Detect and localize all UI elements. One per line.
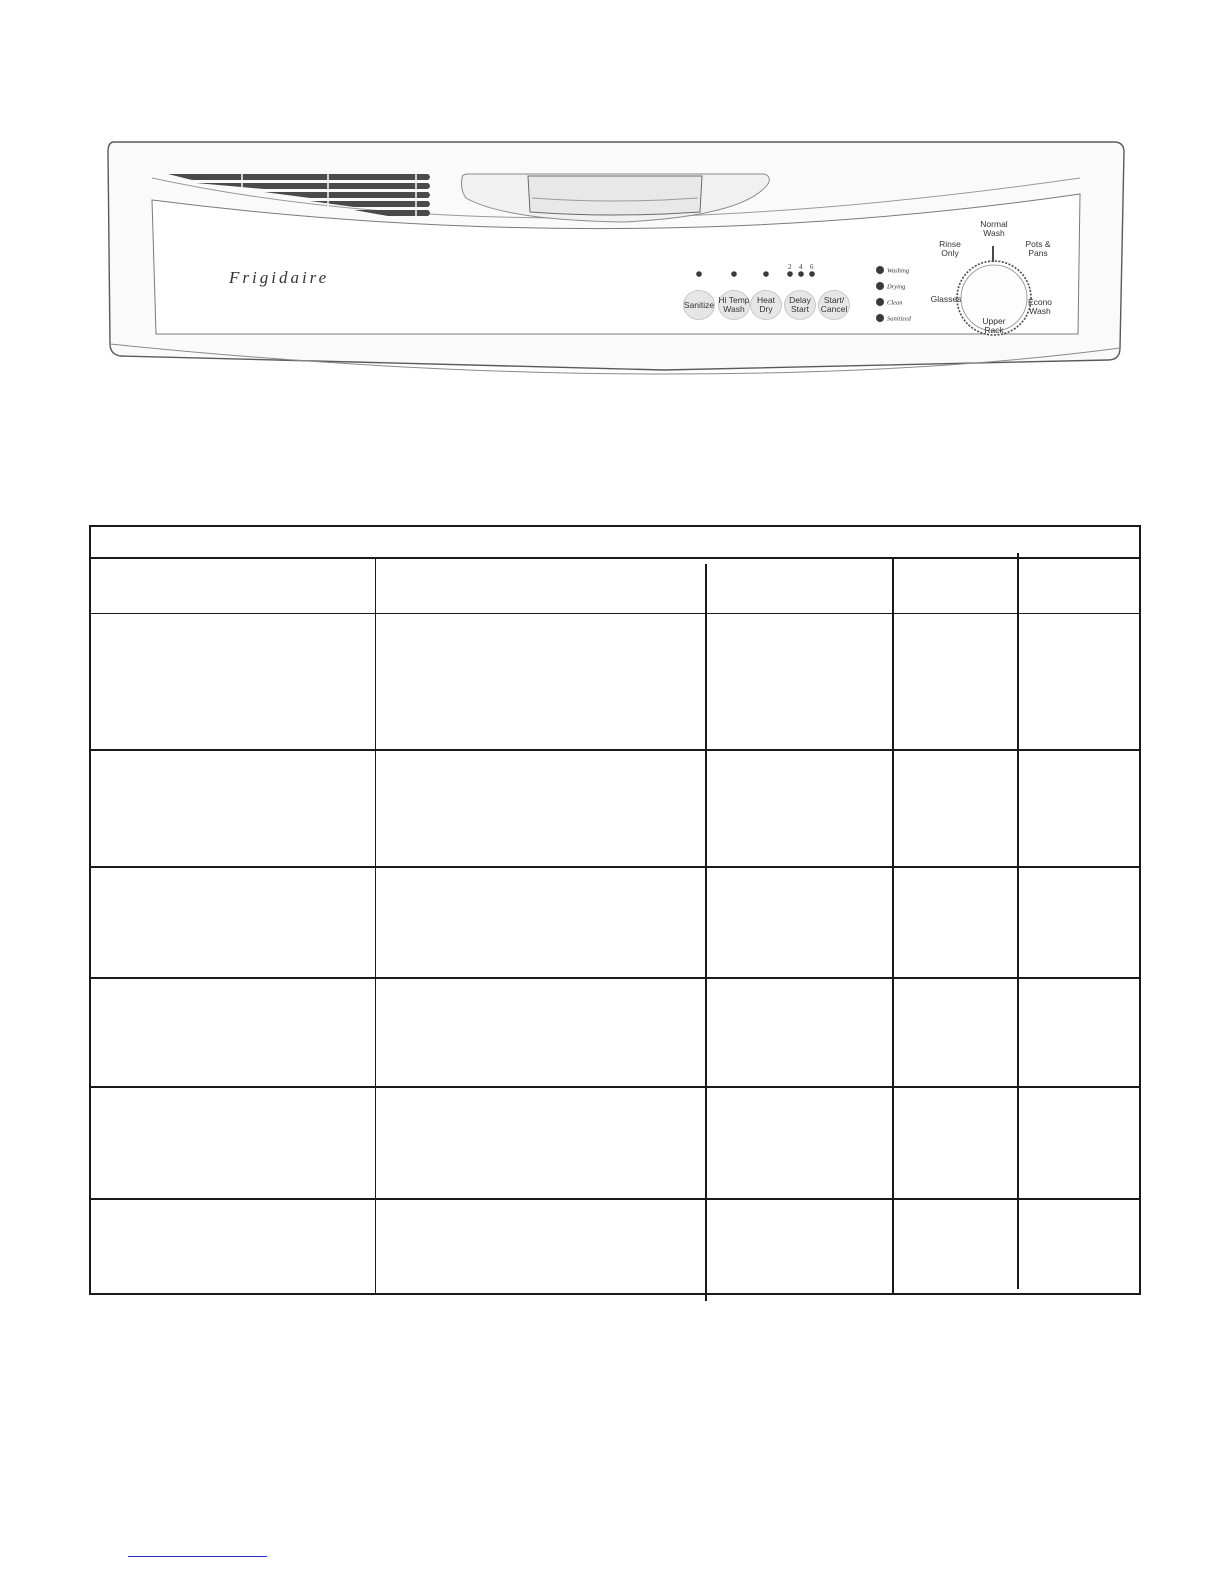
dial-option-rinse-only[interactable] [939, 239, 961, 258]
svg-text:Heat: Heat [757, 295, 775, 305]
svg-text:Wash: Wash [723, 304, 745, 314]
svg-text:Normal: Normal [980, 219, 1008, 229]
button-start[interactable] [819, 291, 850, 320]
svg-text:Wash: Wash [983, 228, 1005, 238]
svg-text:Rinse: Rinse [939, 239, 961, 249]
svg-text:Only: Only [941, 248, 959, 258]
status-light-sanitized [876, 314, 912, 323]
table-row-divider [91, 1086, 1139, 1088]
table-header-divider [91, 613, 1139, 614]
svg-text:Start/: Start/ [823, 295, 845, 305]
delay-2-hour-label: 2 [788, 263, 792, 271]
brand-logo: Frigidaire [229, 268, 330, 287]
dial-option-pots-pans[interactable] [1025, 239, 1050, 258]
status-light-clean [876, 298, 903, 307]
table-column-divider [705, 564, 707, 1301]
control-panel-illustration [104, 138, 1126, 376]
table-title-divider [91, 557, 1139, 559]
svg-text:Delay: Delay [789, 295, 811, 305]
svg-text:Rack: Rack [984, 325, 1004, 335]
footer-link-underline[interactable] [128, 1556, 267, 1557]
svg-text:Pans: Pans [1028, 248, 1048, 258]
svg-text:Upper: Upper [982, 316, 1006, 326]
table-row-divider [91, 1198, 1139, 1200]
svg-text:Econo: Econo [1027, 297, 1053, 307]
svg-text:Cancel: Cancel [820, 304, 848, 314]
table-row-divider [91, 866, 1139, 868]
button-heat[interactable] [751, 291, 782, 320]
delay-6-hour-label: 6 [810, 263, 814, 271]
svg-text:Glasses: Glasses [930, 294, 962, 304]
svg-text:Dry: Dry [759, 304, 773, 314]
cycle-chart-table [89, 525, 1141, 1295]
delay-4-hour-label: 4 [799, 263, 803, 271]
table-column-divider [892, 557, 894, 1293]
dial-option-econo-wash[interactable] [1028, 297, 1052, 316]
button-hi-temp[interactable] [718, 291, 749, 320]
svg-text:Clean: Clean [887, 299, 903, 307]
table-column-divider [1017, 553, 1019, 1289]
table-row-divider [91, 749, 1139, 751]
svg-text:Washing: Washing [887, 267, 910, 275]
table-column-divider [375, 557, 376, 1293]
svg-text:Pots &: Pots & [1025, 239, 1051, 249]
status-light-drying [876, 282, 906, 291]
svg-text:Drying: Drying [887, 283, 906, 291]
svg-text:Start: Start [791, 304, 809, 314]
svg-text:Wash: Wash [1029, 306, 1051, 316]
button-delay[interactable] [785, 291, 816, 320]
table-row-divider [91, 977, 1139, 979]
svg-text:Sanitized: Sanitized [887, 315, 911, 323]
svg-text:Sanitize: Sanitize [683, 300, 715, 310]
status-light-washing [876, 266, 910, 275]
dishwasher-control-panel [104, 138, 1126, 376]
dial-option-glasses[interactable] [931, 294, 962, 304]
svg-text:Hi Temp: Hi Temp [718, 295, 750, 305]
dial-option-normal-wash[interactable] [980, 219, 1008, 238]
dial-option-upper-rack[interactable] [982, 316, 1005, 335]
button-sanitize[interactable] [684, 291, 715, 320]
